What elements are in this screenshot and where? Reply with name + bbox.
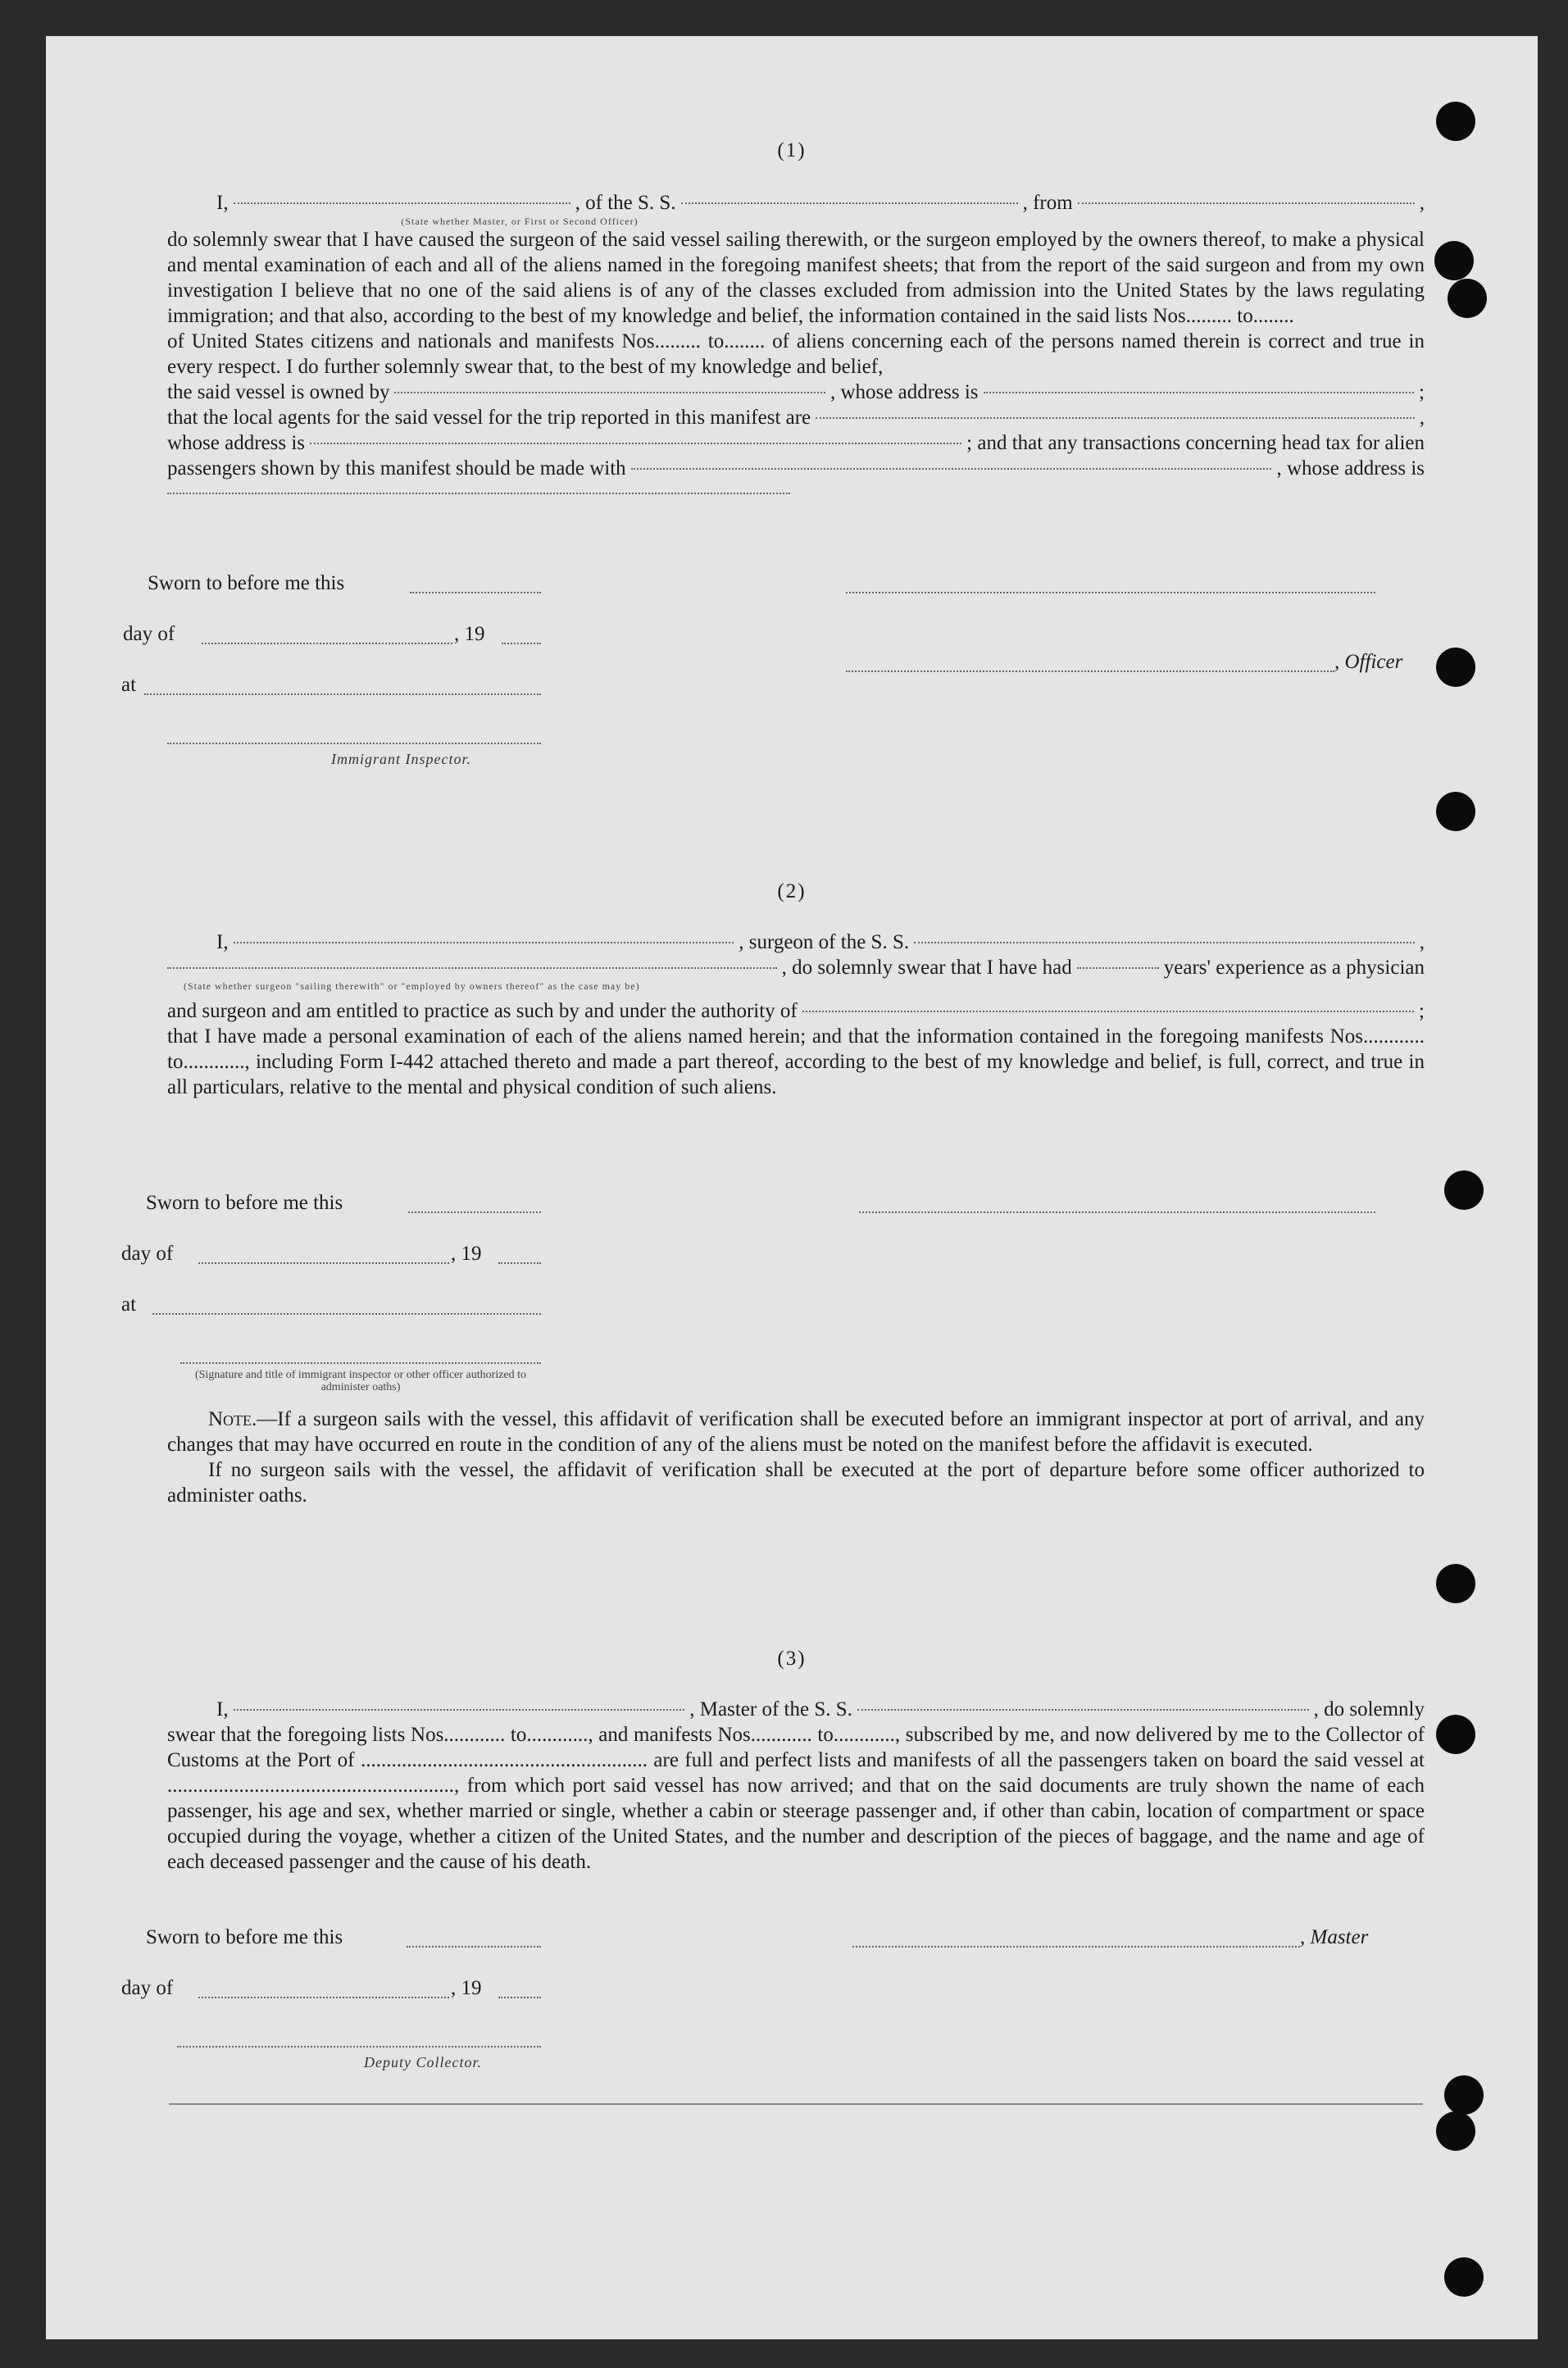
- owner-field[interactable]: [394, 392, 825, 393]
- owned-by-line: the said vessel is owned by , whose address is ;: [167, 381, 1425, 403]
- surgeon-status-field[interactable]: [167, 967, 777, 969]
- year-label-3: , 19: [451, 1977, 482, 1999]
- agents-line: that the local agents for the said vessel for the trip reported in this manifest are ,: [167, 407, 1425, 429]
- section-3-body: [167, 1697, 1425, 1875]
- surgeon-line: I, , surgeon of the S. S. ,: [216, 931, 1425, 953]
- sworn-label-3: Sworn to before me this: [146, 1926, 343, 1948]
- at-field-1[interactable]: [144, 693, 541, 695]
- inspector-caption: Immigrant Inspector.: [331, 751, 471, 767]
- year-label-1: , 19: [454, 623, 485, 645]
- master-ship-field[interactable]: [857, 1709, 1309, 1711]
- agents-address-field[interactable]: [310, 443, 961, 444]
- experience-line: , do solemnly swear that I have had years' experience as a physician: [167, 955, 1425, 980]
- surgeon-signature-field[interactable]: [859, 1211, 1375, 1213]
- collector-caption: Deputy Collector.: [364, 2054, 482, 2070]
- bottom-rule: [169, 2103, 1423, 2105]
- master-signature-field[interactable]: [852, 1946, 1300, 1948]
- section-3-number: (3): [777, 1648, 807, 1670]
- master-oath-line: I, , Master of the S. S. , do solemnly: [216, 1698, 1425, 1720]
- section-1-number: (1): [777, 139, 807, 161]
- oath-paragraph-2: of United States citizens and nationals and manifests Nos......... to........ of aliens concerning each of the persons named therein is correct and true in every respect. I do further solemnly swear that, to the best of my knowledge and belief,: [167, 330, 1425, 378]
- authority-line: and surgeon and am entitled to practice as such by and under the authority of ;: [167, 1000, 1425, 1022]
- owner-address-field[interactable]: [984, 392, 1415, 393]
- inspector-signature-field[interactable]: [167, 743, 541, 744]
- punch-hole: [1436, 1564, 1475, 1603]
- officer-label: , Officer: [1334, 651, 1403, 673]
- sworn-date-field-1[interactable]: [410, 592, 541, 593]
- day-of-label-1: day of: [123, 623, 175, 645]
- note-paragraph-2: If no surgeon sails with the vessel, the affidavit of verification shall be executed at the port of departure before some officer authorized to administer oaths.: [167, 1459, 1425, 1507]
- sworn-label-1: Sworn to before me this: [148, 572, 345, 594]
- collector-signature-field[interactable]: [177, 2046, 541, 2048]
- head-tax-agent-field[interactable]: [631, 468, 1272, 470]
- manifest-page: [46, 36, 1538, 2339]
- oath-officer-signature-field[interactable]: [180, 1362, 541, 1364]
- sworn-label-2: Sworn to before me this: [146, 1192, 343, 1214]
- punch-hole: [1436, 2111, 1475, 2151]
- year-label-2: , 19: [451, 1243, 482, 1265]
- oath-paragraph-1: do solemnly swear that I have caused the surgeon of the said vessel sailing therewith, or the surgeon employed by the owners thereof, to make a physical and mental examination of each and all of the aliens named in the foregoing manifest sheets; that from the report of the said surgeon and from my own investigation I believe that no one of the said aliens is of any of the classes excluded from admission into the United States by the laws regulating immigration; and that also, according to the best of my knowledge and belief, the information contained in the said lists Nos......... to........: [167, 229, 1425, 327]
- sworn-date-field-2[interactable]: [408, 1211, 541, 1213]
- surgeon-name-field[interactable]: [234, 942, 734, 943]
- punch-hole: [1434, 241, 1474, 280]
- at-field-2[interactable]: [152, 1313, 541, 1315]
- years-experience-field[interactable]: [1077, 967, 1159, 969]
- day-of-label-3: day of: [121, 1977, 174, 1999]
- agents-field[interactable]: [816, 417, 1415, 419]
- year-field-3[interactable]: [498, 1997, 541, 1998]
- master-label: , Master: [1300, 1926, 1369, 1948]
- officer-signature-field[interactable]: [846, 592, 1375, 593]
- punch-hole: [1444, 2075, 1484, 2115]
- surgeon-caption: (State whether surgeon "sailing therewith" or "employed by owners thereof" as the case may be): [184, 980, 640, 992]
- ship-name-field[interactable]: [681, 202, 1018, 204]
- punch-hole: [1436, 102, 1475, 141]
- section-2-body: [167, 929, 1425, 1100]
- punch-hole: [1448, 279, 1487, 318]
- master-paragraph: swear that the foregoing lists Nos............ to............, and manifests Nos............ to............, subscribed by me, and now delivered by me to the Collector of Customs at the Port of ........................................................ are full and perfect lists and manifests of all the passengers taken on board the said vessel at ........................................................, from which port said vessel has now arrived; and that on the said documents are truly shown the name of each passenger, his age and sex, whether married or single, whether a cabin or steerage passenger and, if other than cabin, location of compartment or space occupied during the voyage, whether a citizen of the United States, and the number and description of the pieces of baggage, and the name and age of each deceased passenger and the cause of his death.: [167, 1724, 1425, 1873]
- surgeon-paragraph: that I have made a personal examination of each of the aliens named herein; and that the information contained in the foregoing manifests Nos............ to............, including Form I-442 attached thereto and made a part thereof, according to the best of my knowledge and belief, is full, correct, and true in all particulars, relative to the mental and physical condition of such aliens.: [167, 1025, 1425, 1098]
- day-of-field-2[interactable]: [198, 1262, 449, 1264]
- passengers-line: passengers shown by this manifest should be made with , whose address is: [167, 457, 1425, 480]
- master-line: I, , of the S. S. , from ,: [216, 192, 1425, 214]
- master-name-field[interactable]: [234, 202, 570, 204]
- punch-hole: [1444, 1170, 1484, 1210]
- year-field-1[interactable]: [502, 643, 541, 644]
- sworn-date-field-3[interactable]: [407, 1946, 541, 1948]
- at-label-2: at: [121, 1293, 137, 1316]
- at-label-1: at: [121, 674, 137, 696]
- whose-address-line: whose address is ; and that any transactions concerning head tax for alien: [167, 432, 1425, 454]
- punch-hole: [1436, 1715, 1475, 1754]
- day-of-field-3[interactable]: [198, 1997, 449, 1998]
- note-block: [167, 1407, 1425, 1508]
- from-port-field[interactable]: [1078, 202, 1415, 204]
- section-2-number: (2): [777, 880, 807, 902]
- punch-hole: [1436, 792, 1475, 831]
- oath-officer-caption: (Signature and title of immigrant inspector or other officer authorized to administer oaths): [194, 1369, 527, 1393]
- year-field-2[interactable]: [498, 1262, 541, 1264]
- master-name-field-3[interactable]: [234, 1709, 685, 1711]
- note-paragraph: Note.—If a surgeon sails with the vessel, this affidavit of verification shall be executed before an immigrant inspector at port of arrival, and any changes that may have occurred en route in the condition of any of the aliens must be noted on the manifest before the affidavit is executed.: [167, 1408, 1425, 1456]
- day-of-field-1[interactable]: [202, 643, 452, 644]
- authority-field[interactable]: [802, 1011, 1414, 1012]
- master-caption: (State whether Master, or First or Second Officer): [401, 216, 639, 227]
- officer-title-field[interactable]: [846, 670, 1334, 672]
- punch-hole: [1444, 2257, 1484, 2297]
- day-of-label-2: day of: [121, 1243, 174, 1265]
- punch-hole: [1436, 648, 1475, 687]
- section-1-body: [167, 190, 1425, 494]
- head-tax-address-field[interactable]: [167, 493, 790, 494]
- surgeon-ship-field[interactable]: [914, 942, 1415, 943]
